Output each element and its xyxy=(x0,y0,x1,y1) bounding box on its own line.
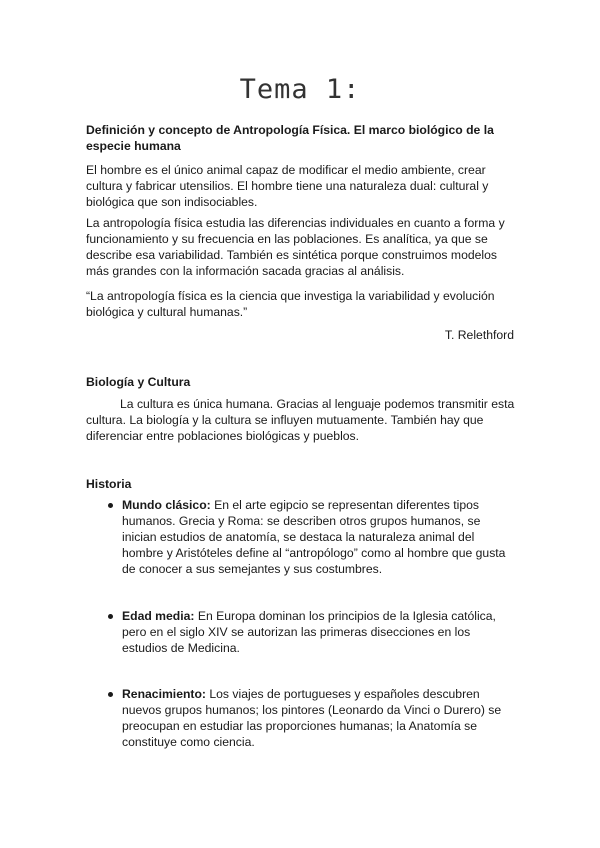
section-heading-biologia: Biología y Cultura xyxy=(86,375,191,389)
bullet-text: Los viajes de portugueses y españoles descubren nuevos grupos humanos; los pintores (Leonardo da Vinci o Durero) se preocupan en estudiar las proporciones humanas; la Anatomía se constituye como ciencia. xyxy=(122,687,502,749)
paragraph-cultura: La cultura es única humana. Gracias al lenguaje podemos transmitir esta cultura. La biología y la cultura se influyen mutuamente. También hay que diferenciar entre poblaciones biológicas y pueblos. xyxy=(86,397,515,443)
bullet-text: En el arte egipcio se representan diferentes tipos humanos. Grecia y Roma: se describen otros grupos humanos, se inician estudios de anatomía, se destaca la naturaleza animal del hombre y Aristóteles define al “antropólogo” como al hombre que gusta de conocer a sus semejantes y sus costumbres. xyxy=(122,498,506,576)
section-heading-definicion: Definición y concepto de Antropología Física. El marco biológico de la especie humana xyxy=(86,123,494,153)
bullet-label: Mundo clásico: xyxy=(122,498,211,512)
quote: “La antropología física es la ciencia que investiga la variabilidad y evolución biológica y cultural humanas.” xyxy=(86,289,495,319)
bullet-icon xyxy=(108,692,113,697)
bullet-text: En Europa dominan los principios de la Iglesia católica, pero en el siglo XIV se autorizan las primeras disecciones en los estudios de Medicina. xyxy=(122,609,496,655)
bullet-label: Edad media: xyxy=(122,609,195,623)
quote-attribution: T. Relethford xyxy=(444,328,514,342)
paragraph-antropologia: La antropología física estudia las diferencias individuales en cuanto a forma y funcionamiento y su frecuencia en las poblaciones. Es analítica, ya que se describe esa variabilidad. También es sintética porque construimos modelos más grandes con la información sacada gracias al análisis. xyxy=(86,216,505,278)
bullet-label: Renacimiento: xyxy=(122,687,206,701)
bullet-icon xyxy=(108,503,113,508)
page-title: Tema 1: xyxy=(239,74,361,105)
bullet-icon xyxy=(108,614,113,619)
paragraph-hombre: El hombre es el único animal capaz de modificar el medio ambiente, crear cultura y fabricar utensilios. El hombre tiene una naturaleza dual: cultural y biológica que son indisociables. xyxy=(86,163,489,209)
section-heading-historia: Historia xyxy=(86,477,132,491)
